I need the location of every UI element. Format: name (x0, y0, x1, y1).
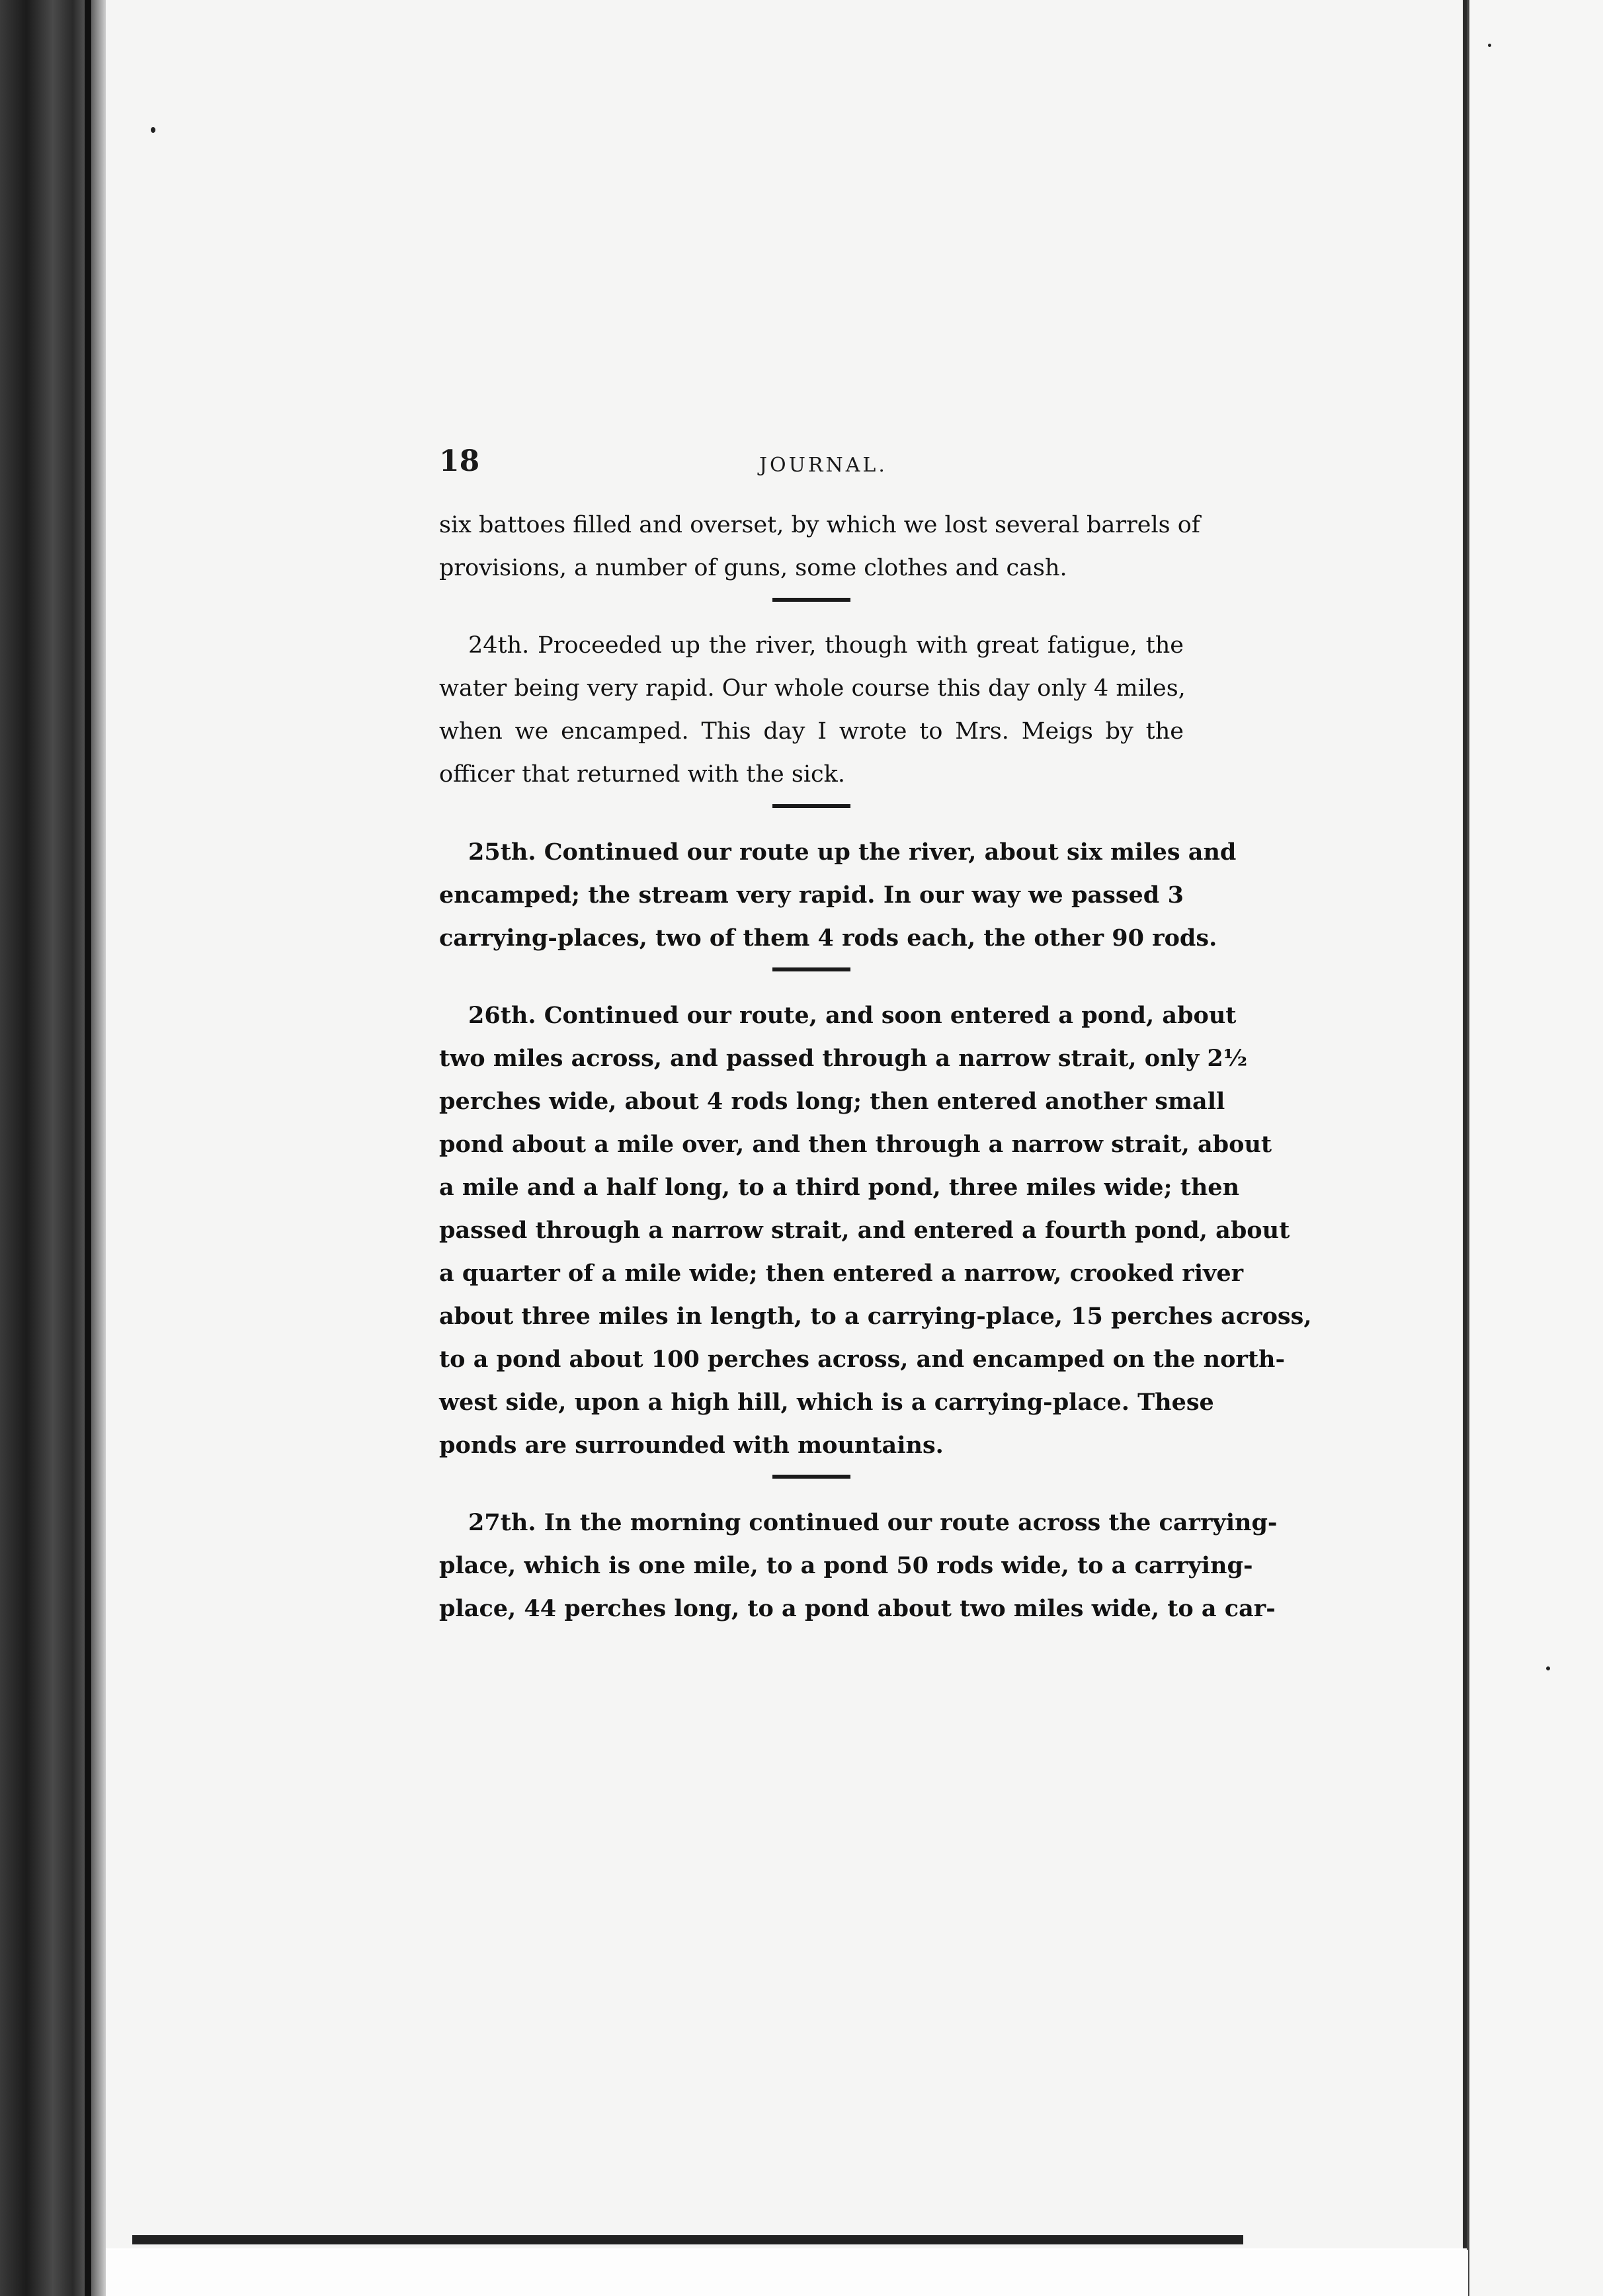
text-line: two miles across, and passed through a narrow strait, only 2½ (439, 1045, 1248, 1072)
text-line: to a pond about 100 perches across, and encamped on the north- (439, 1346, 1286, 1373)
ink-speck (151, 127, 155, 133)
ink-speck (1488, 44, 1491, 47)
text-line: 24th. Proceeded up the river, though with great fatigue, the (468, 632, 1184, 659)
text-line: west side, upon a high hill, which is a carrying-place. These (439, 1389, 1214, 1416)
text-line: encamped; the stream very rapid. In our way we passed 3 (439, 882, 1184, 909)
journal-text (439, 504, 1312, 1630)
page-bottom-shadow (132, 2235, 1243, 2244)
text-line: a quarter of a mile wide; then entered a narrow, crooked river (439, 1260, 1244, 1287)
running-head (439, 444, 1184, 484)
section-rule (772, 967, 850, 971)
text-line: pond about a mile over, and then through a narrow strait, about (439, 1131, 1272, 1158)
section-rule (772, 598, 850, 602)
section-rule (772, 1475, 850, 1479)
text-line: carrying-places, two of them 4 rods each, the other 90 rods. (439, 924, 1217, 952)
text-line: 25th. Continued our route up the river, about six miles and (468, 839, 1237, 866)
text-line: when we encamped. This day I wrote to Mrs. Meigs by the (439, 718, 1184, 745)
text-line: perches wide, about 4 rods long; then entered another small (439, 1088, 1225, 1115)
text-line: passed through a narrow strait, and entered a fourth pond, about (439, 1217, 1290, 1244)
text-line: officer that returned with the sick. (439, 761, 845, 788)
text-line: about three miles in length, to a carrying-place, 15 perches across, (439, 1303, 1312, 1330)
section-rule (772, 804, 850, 808)
scan-margin (106, 2250, 1468, 2296)
paragraph (439, 1501, 1278, 1630)
text-line: ponds are surrounded with mountains. (439, 1432, 944, 1459)
text-line: 26th. Continued our route, and soon entered a pond, about (468, 1002, 1237, 1029)
text-line: water being very rapid. Our whole course this day only 4 miles, (439, 675, 1186, 702)
text-line: 27th. In the morning continued our route across the carrying- (468, 1509, 1278, 1536)
paragraph (439, 624, 1184, 796)
binding-edge (85, 0, 91, 2296)
text-line: place, 44 perches long, to a pond about two miles wide, to a car- (439, 1595, 1276, 1622)
text-line: place, which is one mile, to a pond 50 rods wide, to a carrying- (439, 1552, 1253, 1579)
paragraph (439, 504, 1200, 590)
text-line: provisions, a number of guns, some clothes and cash. (439, 555, 1067, 581)
text-line: six battoes filled and overset, by which we lost several barrels of (439, 512, 1200, 538)
page-number: 18 (439, 444, 480, 478)
next-page-edge (1467, 0, 1603, 2296)
ink-speck (1546, 1666, 1550, 1670)
running-title: JOURNAL. (759, 454, 887, 477)
paragraph (439, 831, 1237, 960)
text-line: a mile and a half long, to a third pond, three miles wide; then (439, 1174, 1240, 1201)
paragraph (439, 994, 1312, 1467)
